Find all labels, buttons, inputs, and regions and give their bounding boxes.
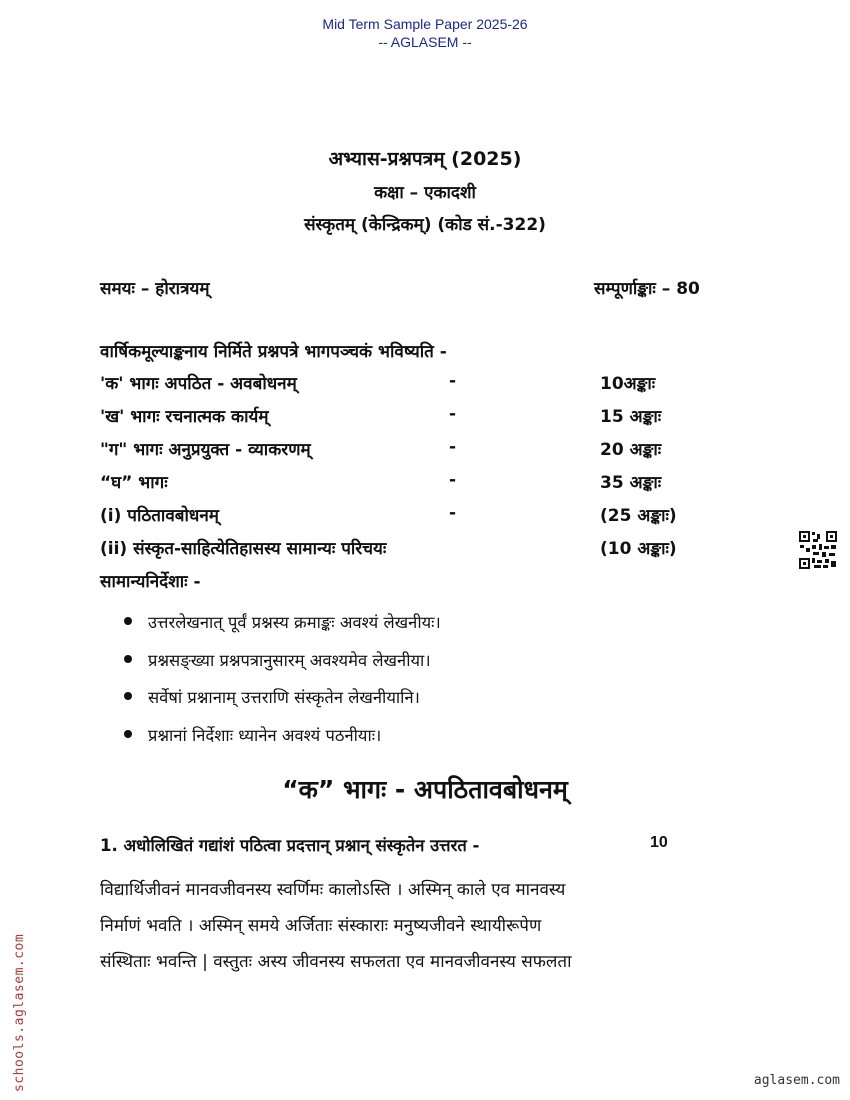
passage-line: विद्यार्थिजीवनं मानवजीवनस्य स्वर्णिमः कालोऽस्ति । अस्मिन् काले एव मानवस्य xyxy=(100,880,566,900)
passage-line: निर्माणं भवति । अस्मिन् समये अर्जिताः संस्काराः मनुष्यजीवने स्थायीरूपेण xyxy=(100,916,542,936)
section-row-marks: (25 अङ्काः) xyxy=(600,506,677,526)
bullet-icon xyxy=(124,730,132,738)
instruction-text: प्रश्नानां निर्देशाः ध्यानेन अवश्यं पठनीयाः। xyxy=(148,725,382,745)
section-row-marks: 10अङ्काः xyxy=(600,374,656,394)
section-row-dash: - xyxy=(449,371,457,391)
bullet-icon xyxy=(124,655,132,663)
question-text: 1. अधोलिखितं गद्यांशं पठित्वा प्रदत्तान् प्रश्नान् संस्कृतेन उत्तरत - xyxy=(100,836,480,855)
section-row-marks: 15 अङ्काः xyxy=(600,407,662,427)
total-marks-label: सम्पूर्णाङ्काः – 80 xyxy=(594,279,700,299)
section-row-label: "ग" भागः अनुप्रयुक्त - व्याकरणम् xyxy=(100,440,311,460)
passage-line: संस्थिताः भवन्ति | वस्तुतः अस्य जीवनस्य सफलता एव मानवजीवनस्य सफलता xyxy=(100,952,572,972)
instruction-text: सर्वेषां प्रश्नानाम् उत्तराणि संस्कृतेन लेखनीयानि। xyxy=(148,688,420,707)
section-row-label: (ii) संस्कृत-साहित्येतिहासस्य सामान्यः परिचयः xyxy=(100,539,387,559)
instruction-text: उत्तरलेखनात् पूर्वं प्रश्नस्य क्रमाङ्कः अवश्यं लेखनीयः। xyxy=(148,613,441,632)
section-heading: “क” भागः - अपठितावबोधनम् xyxy=(282,775,568,804)
footer-link[interactable]: aglasem.com xyxy=(753,1073,840,1088)
time-label: समयः – होरात्रयम् xyxy=(100,279,210,299)
paper-title: अभ्यास-प्रश्नपत्रम् (2025) xyxy=(328,148,522,170)
section-row-marks: 20 अङ्काः xyxy=(600,440,662,460)
header-title: Mid Term Sample Paper 2025-26 xyxy=(322,16,528,32)
list-item xyxy=(122,610,441,648)
header-subtitle: -- AGLASEM -- xyxy=(378,34,472,50)
instruction-text: प्रश्नसङ्ख्या प्रश्नपत्रानुसारम् अवश्यमेव लेखनीया। xyxy=(148,650,431,670)
section-row-dash: - xyxy=(449,470,457,490)
section-row-label: 'ख' भागः रचनात्मक कार्यम् xyxy=(100,407,269,427)
section-row-dash: - xyxy=(449,437,457,457)
list-item xyxy=(122,685,441,723)
section-row-marks: (10 अङ्काः) xyxy=(600,539,677,559)
subject-title: संस्कृतम् (केन्द्रिकम्) (कोड सं.-322) xyxy=(304,215,546,235)
class-title: कक्षा – एकादशी xyxy=(374,183,476,203)
instructions-list xyxy=(122,610,441,760)
instructions-heading: सामान्यनिर्देशाः - xyxy=(100,572,201,592)
section-row-dash: - xyxy=(449,503,457,523)
section-row-label: “घ” भागः xyxy=(100,473,168,493)
section-row-marks: 35 अङ्काः xyxy=(600,473,662,493)
bullet-icon xyxy=(124,617,132,625)
qr-code-icon xyxy=(798,530,838,570)
list-item xyxy=(122,648,441,686)
question-marks: 10 xyxy=(650,834,668,851)
section-row-label: (i) पठितावबोधनम् xyxy=(100,506,219,526)
list-item xyxy=(122,723,441,761)
section-row-label: 'क' भागः अपठित - अवबोधनम् xyxy=(100,374,297,394)
side-watermark: schools.aglasem.com xyxy=(12,933,27,1092)
section-row-dash: - xyxy=(449,404,457,424)
structure-intro: वार्षिकमूल्याङ्कनाय निर्मिते प्रश्नपत्रे भागपञ्चकं भविष्यति - xyxy=(100,342,447,362)
bullet-icon xyxy=(124,692,132,700)
